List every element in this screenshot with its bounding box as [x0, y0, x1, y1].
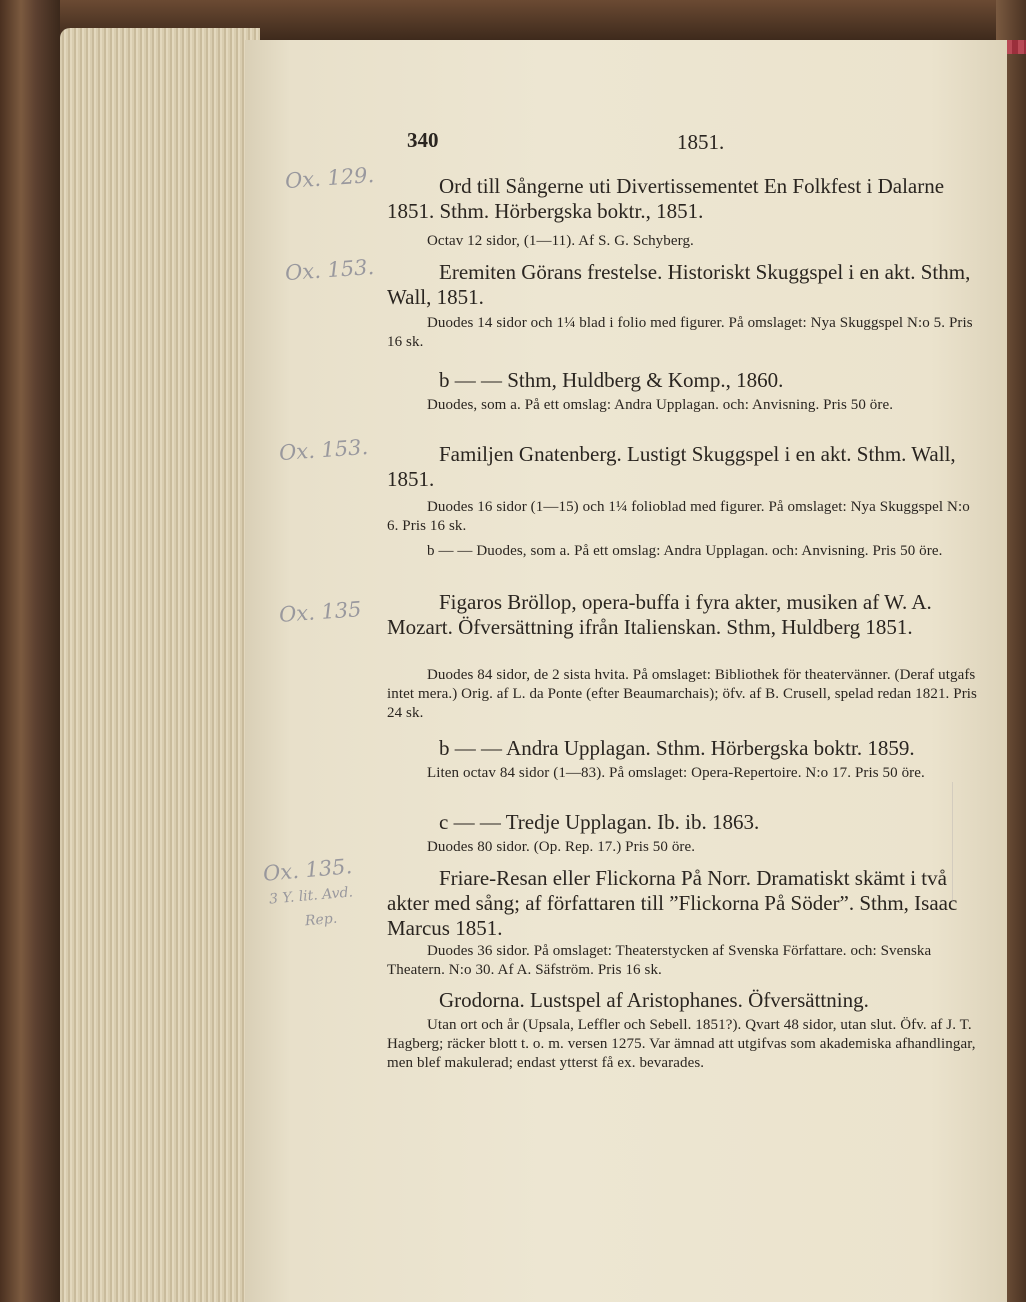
entry-5-title: Friare-Resan eller Flickorna På Norr. Dramatiskt skämt i två akter med sång; af författaren till ”Flickorna På Söder”. Sthm, Isaac Marcus 1851. — [387, 866, 958, 940]
entry-6-title: Grodorna. Lustspel af Aristophanes. Öfversättning. — [439, 988, 869, 1012]
page-edges — [60, 28, 260, 1302]
margin-note-5: Ox. 135. — [262, 854, 354, 886]
entry-1-title: Ord till Sångerne uti Divertissementet En Folkfest i Dalarne 1851. Sthm. Hörbergska boktr., 1851. — [387, 174, 945, 223]
faint-stamp-mark — [952, 782, 987, 902]
entry-2-edition-b: b — — Sthm, Huldberg & Komp., 1860. — [439, 368, 784, 392]
entry-1-note: Octav 12 sidor, (1—11). Af S. G. Schyberg. — [427, 233, 694, 249]
entry-4-note-c: Duodes 80 sidor. (Op. Rep. 17.) Pris 50 öre. — [427, 839, 696, 855]
margin-note-6: 3 Y. lit. Avd. — [268, 884, 354, 908]
entry-3-title: Familjen Gnatenberg. Lustigt Skuggspel i en akt. Sthm. Wall, 1851. — [387, 442, 956, 491]
book-page — [245, 40, 1007, 1302]
margin-note-2: Ox. 153. — [284, 254, 375, 286]
entry-3-note-b: b — — Duodes, som a. På ett omslag: Andra Upplagan. och: Anvisning. Pris 50 öre. — [427, 543, 943, 559]
book-cover-left — [0, 0, 60, 1302]
entry-4-title: Figaros Bröllop, opera-buffa i fyra akter, musiken af W. A. Mozart. Öfversättning ifrån Italienskan. Sthm, Huldberg 1851. — [387, 590, 932, 639]
margin-note-1: Ox. 129. — [284, 162, 375, 194]
entry-4-note: Duodes 84 sidor, de 2 sista hvita. På omslaget: Bibliothek för theatervänner. (Deraf utgafs intet mera.) Orig. af L. da Ponte (efter Beaumarchais); öfv. af B. Crusell, spelad redan 1821. Pris 24 sk. — [387, 667, 977, 721]
margin-note-7: Rep. — [304, 910, 338, 930]
entry-4-note-b: Liten octav 84 sidor (1—83). På omslaget: Opera-Repertoire. N:o 17. Pris 50 öre. — [427, 765, 925, 781]
entry-6-note: Utan ort och år (Upsala, Leffler och Sebell. 1851?). Qvart 48 sidor, utan slut. Öfv. af J. T. Hagberg; räcker blott t. o. m. versen 1275. Var ämnad att utgifvas som akademiska afhandlingar, men blef makulerad; endast ytterst få ex. bevarades. — [387, 1017, 976, 1071]
entry-2-note: Duodes 14 sidor och 1¼ blad i folio med figurer. På omslaget: Nya Skuggspel N:o 5. Pris 16 sk. — [387, 315, 973, 350]
entry-2-note-b: Duodes, som a. På ett omslag: Andra Upplagan. och: Anvisning. Pris 50 öre. — [427, 397, 894, 413]
entry-5-note: Duodes 36 sidor. På omslaget: Theaterstycken af Svenska Författare. och: Svenska Theatern. N:o 30. Af A. Säfström. Pris 16 sk. — [387, 943, 932, 978]
entry-3-note: Duodes 16 sidor (1—15) och 1¼ folioblad med figurer. På omslaget: Nya Skuggspel N:o 6. Pris 16 sk. — [387, 499, 970, 534]
entry-4-edition-c: c — — Tredje Upplagan. Ib. ib. 1863. — [439, 810, 760, 834]
page-number: 340 — [407, 128, 439, 152]
margin-note-3: Ox. 153. — [278, 434, 369, 466]
entry-4-edition-b: b — — Andra Upplagan. Sthm. Hörbergska boktr. 1859. — [439, 736, 915, 760]
entry-2-title: Eremiten Görans frestelse. Historiskt Skuggspel i en akt. Sthm, Wall, 1851. — [387, 260, 971, 309]
margin-note-4: Ox. 135 — [278, 597, 363, 627]
running-header-year: 1851. — [677, 130, 725, 154]
